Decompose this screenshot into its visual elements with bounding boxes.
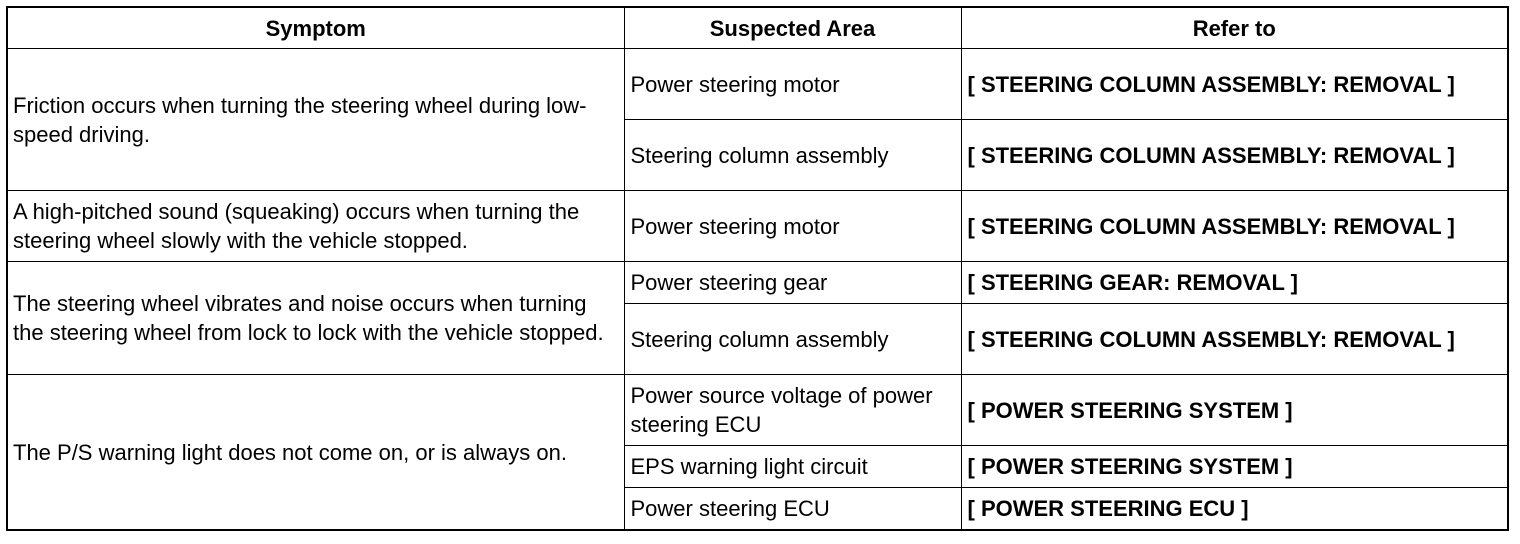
symptom-cell: The steering wheel vibrates and noise occurs when turning the steering wheel from lock to lock with the vehicle stopped. <box>7 262 624 375</box>
refer-link[interactable]: [ POWER STEERING ECU ] <box>961 488 1508 531</box>
refer-link[interactable]: [ STEERING GEAR: REMOVAL ] <box>961 262 1508 304</box>
table-row <box>7 375 1508 446</box>
suspected-area-cell: Steering column assembly <box>624 304 961 375</box>
suspected-area-cell: Steering column assembly <box>624 120 961 191</box>
refer-link[interactable]: [ STEERING COLUMN ASSEMBLY: REMOVAL ] <box>961 49 1508 120</box>
refer-link[interactable]: [ STEERING COLUMN ASSEMBLY: REMOVAL ] <box>961 120 1508 191</box>
symptom-cell: Friction occurs when turning the steering wheel during low-speed driving. <box>7 49 624 191</box>
diagnosis-table <box>6 6 1509 531</box>
suspected-area-cell: Power steering gear <box>624 262 961 304</box>
table-row <box>7 262 1508 304</box>
refer-link[interactable]: [ POWER STEERING SYSTEM ] <box>961 446 1508 488</box>
refer-link[interactable]: [ STEERING COLUMN ASSEMBLY: REMOVAL ] <box>961 191 1508 262</box>
table-row <box>7 191 1508 262</box>
suspected-area-cell: Power source voltage of power steering ECU <box>624 375 961 446</box>
suspected-area-cell: EPS warning light circuit <box>624 446 961 488</box>
suspected-area-cell: Power steering motor <box>624 191 961 262</box>
symptom-cell: A high-pitched sound (squeaking) occurs when turning the steering wheel slowly with the vehicle stopped. <box>7 191 624 262</box>
refer-link[interactable]: [ POWER STEERING SYSTEM ] <box>961 375 1508 446</box>
refer-link[interactable]: [ STEERING COLUMN ASSEMBLY: REMOVAL ] <box>961 304 1508 375</box>
suspected-area-cell: Power steering ECU <box>624 488 961 531</box>
header-symptom: Symptom <box>7 7 624 49</box>
symptom-cell: The P/S warning light does not come on, or is always on. <box>7 375 624 531</box>
suspected-area-cell: Power steering motor <box>624 49 961 120</box>
header-refer-to: Refer to <box>961 7 1508 49</box>
header-suspected-area: Suspected Area <box>624 7 961 49</box>
header-row <box>7 7 1508 49</box>
table-row <box>7 49 1508 120</box>
